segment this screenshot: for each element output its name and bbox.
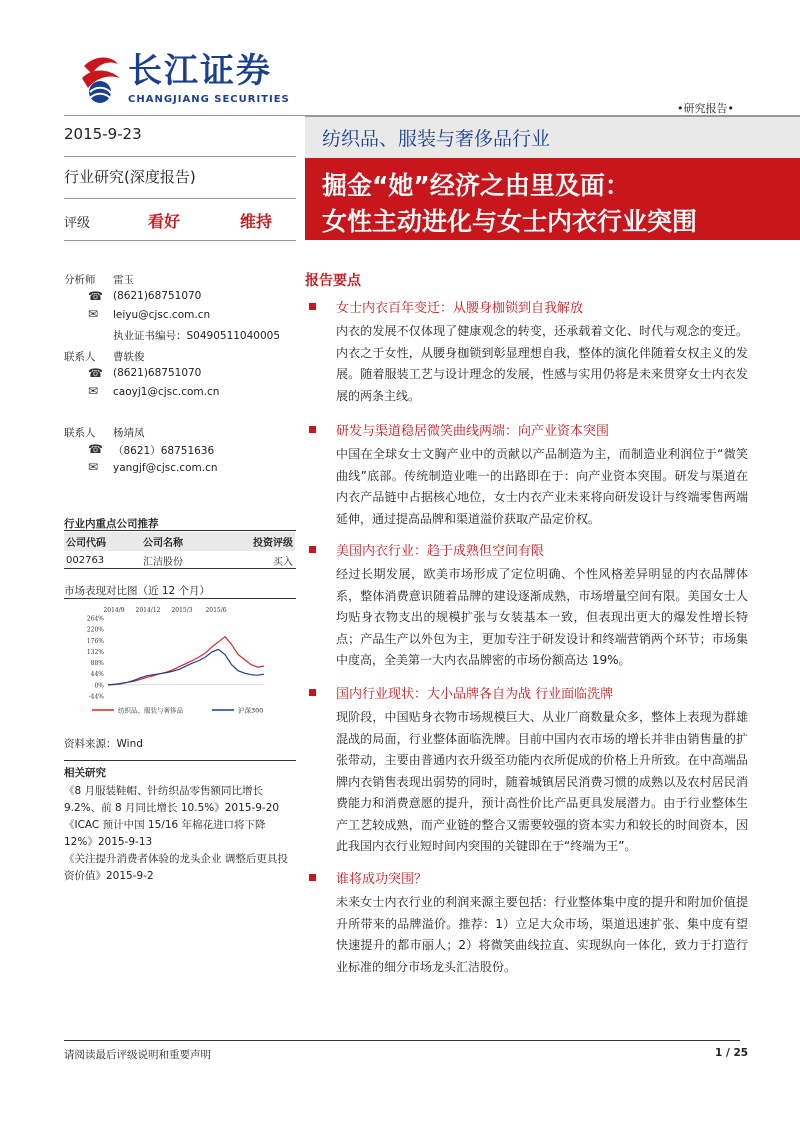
email-icon: ✉ [88, 460, 99, 474]
related-item[interactable]: 《关注提升消费者体验的龙头企业 调整后更具投资价值》2015-9-2 [64, 853, 288, 882]
contact-role: 联系人 [64, 427, 96, 439]
divider [64, 240, 296, 241]
divider [64, 760, 296, 761]
report-title-line1: 掘金“她”经济之由里及面： [322, 171, 630, 200]
market-chart [64, 604, 296, 722]
rating-value: 看好 [148, 212, 181, 231]
contact-phone: （8621）68751636 [113, 445, 215, 457]
divider [64, 198, 296, 199]
email-icon: ✉ [88, 307, 99, 321]
rating-label: 评级 [64, 216, 91, 231]
legend-label-industry: 纺织品、服装与奢侈品 [118, 706, 183, 715]
analyst-email[interactable]: leiyu@cjsc.com.cn [113, 309, 211, 321]
bullet-icon [309, 546, 316, 553]
x-tick-label: 2015/3 [171, 607, 193, 614]
related-item[interactable]: 《ICAC 预计中国 15/16 年棉花进口将下降 12%》2015-9-13 [64, 819, 266, 848]
divider [64, 568, 296, 569]
table-header: 公司代码 [64, 532, 141, 551]
report-date: 2015-9-23 [64, 125, 142, 143]
analyst-phone: (8621)68751070 [113, 290, 202, 302]
table-header: 投资评级 [218, 532, 295, 551]
section-heading: 女士内衣百年变迁：从腰身枷锁到自我解放 [336, 301, 584, 316]
legend-label-hs300: 沪深300 [238, 706, 264, 715]
section-heading: 研发与渠道稳居微笑曲线两端：向产业资本突围 [336, 424, 610, 439]
x-tick-label: 2015/6 [205, 607, 227, 614]
company-table [64, 532, 295, 570]
report-title-line2: 女性主动进化与女士内衣行业突围 [322, 207, 698, 236]
footer-disclaimer: 请阅读最后评级说明和重要声明 [64, 1049, 211, 1061]
table-cell: 买入 [273, 557, 293, 568]
section-text: 现阶段，中国贴身衣物市场规模巨大、从业厂商数量众多，整体上表现为群雄混战的局面，行业整体面临洗牌。目前中国内衣市场的增长并非由销售量的扩张带动，主要由普通内衣升级至功能内衣所促成的价格上升所致。在中高端品牌内衣销售表现出弱势的同时，随着城镇居民消费习惯的成熟以及农村居民消费能力和消费意愿的提升，预计高性价比产品更具发展潜力。由于行业整体生产工艺较成熟，而产业链的整合又需要较强的资本实力和较长的时间资本，因此我国内衣行业短时间内突围的关键即在于“终端为王”。 [336, 710, 748, 853]
bullet-icon [309, 303, 316, 310]
table-cell: 002763 [66, 555, 105, 566]
industry-name: 纺织品、服装与奢侈品行业 [322, 128, 551, 150]
logo-text-cn: 长江证券 [128, 51, 272, 91]
section-heading: 谁将成功突围？ [336, 872, 428, 887]
y-tick-label: 44% [90, 671, 104, 679]
section-heading: 美国内衣行业：趋于成熟但空间有限 [336, 544, 545, 559]
series-line-hs300 [108, 649, 264, 685]
divider [64, 156, 296, 157]
related-item[interactable]: 《8 月服装鞋帽、针纺织品零售额同比增长 9.2%、前 8 月同比增长 10.5%》2015-9-20 [64, 785, 280, 814]
contact-role: 联系人 [64, 351, 96, 363]
logo-text-en: CHANGJIANG SECURITIES [128, 94, 290, 105]
table-header: 公司名称 [141, 532, 218, 551]
phone-icon: ☎ [88, 442, 103, 456]
email-icon: ✉ [88, 384, 99, 398]
report-tag: •研究报告• [677, 102, 734, 115]
series-line-industry [108, 637, 264, 685]
report-type: 行业研究(深度报告) [64, 168, 196, 186]
table-header-row [64, 532, 295, 551]
y-tick-label: 220% [86, 626, 104, 634]
divider [64, 530, 296, 531]
logo-emblem-icon [78, 52, 124, 108]
phone-icon: ☎ [88, 366, 103, 380]
y-tick-label: 88% [90, 660, 104, 668]
y-tick-label: -44% [88, 693, 104, 701]
section-text: 经过长期发展，欧美市场形成了定位明确、个性风格差异明显的内衣品牌体系，整体消费意识随着品牌的建设逐渐成熟，市场增量空间有限。美国女士人均贴身衣物支出的规模扩张与女装基本一致，但表现出更大的爆发性增长特点；产品生产以外包为主，更加专注于研发设计和终端营销两个环节；市场集中度高，全美第一大内衣品牌密的市场份额高达 19%。 [336, 567, 748, 667]
phone-icon: ☎ [88, 289, 103, 303]
section-heading: 国内行业现状：大小品牌各自为战 行业面临洗牌 [336, 687, 614, 702]
x-tick-label: 2014/12 [135, 607, 161, 614]
company-table-title: 行业内重点公司推荐 [64, 518, 159, 530]
analyst-name: 雷玉 [113, 274, 134, 286]
contact-name: 杨靖凤 [113, 427, 145, 439]
contact-email[interactable]: yangjf@cjsc.com.cn [113, 462, 218, 474]
contact-email[interactable]: caoyj1@cjsc.com.cn [113, 386, 220, 398]
table-cell: 汇洁股份 [143, 557, 183, 568]
chart-title: 市场表现对比图（近 12 个月） [64, 585, 211, 597]
page-number: 1 / 25 [715, 1047, 749, 1059]
y-tick-label: 132% [86, 648, 104, 656]
analyst-role: 分析师 [64, 274, 96, 286]
section-text: 内衣的发展不仅体现了健康观念的转变，还承载着文化、时代与观念的变迁。内衣之于女性，从腰身枷锁到彰显理想自我，整体的演化伴随着女权主义的发展。随着服装工艺与设计理念的发展，性感与实用仍将是未来贯穿女士内衣发展的两条主线。 [336, 324, 748, 403]
y-tick-label: 264% [86, 615, 104, 623]
section-text: 中国在全球女士文胸产业中的贡献以产品制造为主，而制造业利润位于“微笑曲线”底部。传统制造业唯一的出路即在于：向产业资本突围。研发与渠道在内衣产品链中占据核心地位，女士内衣产业未来将向研发设计与终端零售两端延伸，通过提高品牌和渠道溢价获取产品定价权。 [336, 447, 748, 526]
contact-phone: (8621)68751070 [113, 367, 202, 379]
rating-change: 维持 [240, 212, 273, 231]
bullet-icon [309, 689, 316, 696]
contact-name: 曹轶俊 [113, 351, 145, 363]
bullet-icon [309, 426, 316, 433]
bullet-icon [309, 874, 316, 881]
section-text: 未来女士内衣行业的利润来源主要包括：行业整体集中度的提升和附加价值提升所带来的品牌溢价。推荐：1）立足大众市场，渠道迅速扩张、集中度有望快速提升的都市丽人；2）将微笑曲线拉直、实现纵向一体化，致力于打造行业标准的细分市场龙头汇洁股份。 [336, 895, 748, 974]
analyst-cert: 执业证书编号：S0490511040005 [113, 330, 281, 342]
related-title: 相关研究 [64, 767, 106, 779]
x-tick-label: 2014/9 [103, 607, 125, 614]
chart-source: 资料来源：Wind [64, 738, 143, 750]
footer-divider [64, 1040, 740, 1041]
summary-title: 报告要点 [305, 273, 361, 289]
y-tick-label: 176% [86, 637, 104, 645]
divider [64, 598, 296, 599]
y-tick-label: 0% [94, 682, 104, 690]
